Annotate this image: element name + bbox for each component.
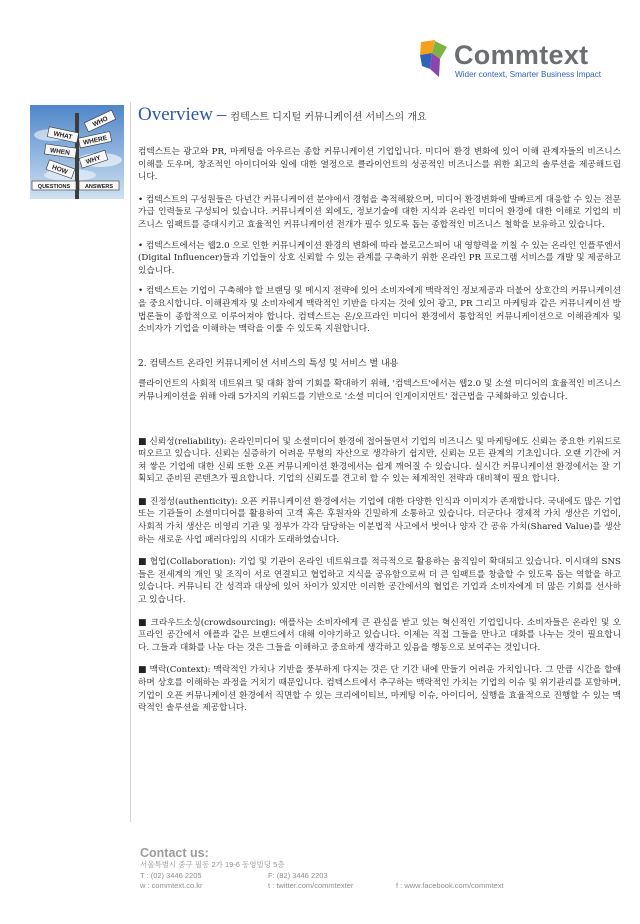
keyword-text: 크라우드소싱(crowdsourcing): 애플사는 소비자에게 큰 관심을 받고 있는 혁신적인 기업입니다. 소비자들은 온라인 및 오프라인 공간에서 애플과 같은 브랜드에서 대해 이야기하고 있습니다. 이제는 직접 그들을 만나고 대화를 나누는 것이 필요합니다. 그들과 대화를 나눈 다는 것은 그들을 이해하고 중요하게 생각하고 있음을 행동으로 보여주는 것입니다. — [138, 617, 621, 653]
contact-twitter-link[interactable]: t : twitter.com/commtexter — [268, 881, 354, 891]
square-bullet-icon: ■ — [138, 617, 148, 628]
contact-heading: Contact us: — [140, 846, 209, 860]
keyword-text: 맥락(Context): 맥락적인 가치나 기반을 풍부하게 다지는 것은 단 기간 내에 만들기 어려운 가치입니다. 그 만큼 시간을 할애하며 상호를 이해하는 과정을 거치기 때문입니다. 컴텍스트에서 추구하는 맥락적인 가치는 기업의 이슈 및 위기관리를 포함하며, 기업이 오픈 커뮤니케이션 환경에서 직면할 수 있는 크리에이티브, 마케팅 이슈, 아이디어, 실행을 효율적으로 진행할 수 있는 맥락적인 솔루션을 제공합니다. — [138, 665, 621, 714]
contact-footer — [140, 846, 620, 892]
keyword-text: 협업(Collaboration): 기업 및 기관이 온라인 네트워크를 적극적으로 활용하는 움직임이 확대되고 있습니다. 이시대의 SNS들은 전세계의 개인 및 조직이 서로 연결되고 협업하고 지식을 공유함으로써 더 큰 임팩트를 창출할 수 있도록 돕는 역할을 하고 있습니다. 커뮤니티 간 성격과 대상에 있어 차이가 있지만 이러한 공간에서의 협업은 기업과 소비자에게 더 많은 기회를 선사하고 있습니다. — [138, 557, 621, 606]
keyword-paragraph — [138, 496, 621, 546]
sign-label: QUESTIONS — [37, 183, 71, 190]
commtext-logo[interactable] — [418, 40, 618, 88]
square-bullet-icon: ■ — [138, 557, 147, 568]
keyword-paragraph — [138, 617, 621, 655]
section-2-heading: 2. 컴텍스트 온라인 커뮤니케이션 서비스의 특성 및 서비스 별 내용 — [138, 358, 399, 369]
commtext-logo-mark-icon — [418, 40, 448, 80]
contact-web-row — [140, 881, 620, 892]
overview-subtitle: 컴텍스트 디지털 커뮤니케이션 서비스의 개요 — [230, 112, 427, 123]
sign-label: WHY — [85, 154, 102, 166]
document-body — [138, 146, 621, 725]
contact-tel: T : (02) 3446 2205 — [140, 870, 202, 880]
sign-label: WHAT — [52, 130, 73, 142]
sign-label: ANSWERS — [84, 183, 114, 190]
brand-name: Commtext — [454, 40, 589, 70]
page-title — [138, 104, 427, 126]
bullet-paragraph: • 컴텍스트는 기업이 구축해야 할 브랜딩 및 메시지 전략에 있어 소비자에게 맥락적인 정보제공과 더불어 상호간의 커뮤니케이션을 중요시합니다. 이해관계자 및 소비자에게 맥락적인 기반을 다지는 것에 있어 광고, PR 그리고 마케팅과 같은 커뮤니케이션 방법론들이 종합적으로 이루어져야 합니다. 컴텍스트는 온/오프라인 미디어 환경에서 통합적인 커뮤니케이션으로 이해관계자 및 소비자가 기업을 이해하는 맥락을 이룰 수 있도록 지원합니다. — [138, 286, 621, 335]
section-2-paragraph: 클라이언트의 사회적 네트워크 및 대화 참여 기회를 확대하기 위해, '컴텍스트'에서는 웹2.0 및 소셜 미디어의 효율적인 비즈니스 커뮤니케이션을 위해 아래 5가지의 키워드를 기반으로 '소셜 미디어 인게이지먼트' 접근법을 구체화하고 있습니다. — [138, 379, 621, 402]
keyword-paragraph — [138, 556, 621, 606]
signpost-image — [30, 105, 124, 199]
sign-label: WHERE — [82, 134, 108, 147]
square-bullet-icon: ■ — [138, 665, 147, 676]
title-dash: – — [216, 104, 227, 125]
overview-heading: Overview — [138, 104, 213, 125]
sign-label: WHEN — [49, 147, 71, 157]
contact-address: 서울특별시 중구 필동 2가 19-6 동영빌딩 5층 — [140, 860, 285, 869]
square-bullet-icon: ■ — [138, 496, 147, 507]
spacer — [138, 414, 621, 436]
contact-fax: F: (82) 3446 2203 — [268, 870, 328, 880]
square-bullet-icon: ■ — [138, 436, 147, 447]
bullet-paragraph: • 컴텍스트에서는 웹2.0 으로 인한 커뮤니케이션 환경의 변화에 따라 블로고스피어 내 영향력을 끼칠 수 있는 온라인 인플루엔서(Digital Influencer)들과 기업들이 상호 신뢰할 수 있는 관계를 구축하기 위한 온라인 PR 프로그램 서비스를 개발 및 제공하고 있습니다. — [138, 240, 621, 276]
intro-paragraph: 컴텍스트는 광고와 PR, 마케팅을 아우르는 종합 커뮤니케이션 기업입니다. 미디어 환경 변화에 있어 이해 관계자들의 비즈니스 이해를 도우며, 창조적인 아이디어와 일에 대한 열정으로 클라이언트의 성공적인 비즈니스를 위한 최고의 솔루션을 제공해드립니다. — [138, 147, 621, 183]
contact-website-link[interactable]: w : commtext.co.kr — [140, 881, 203, 891]
brand-tagline: Wider context, Smarter Business Impact — [455, 70, 602, 79]
sign-label: WHO — [91, 115, 110, 129]
contact-facebook-link[interactable]: f : www.facebook.com/commtext — [396, 881, 504, 891]
keyword-text: 진정성(authenticity): 오픈 커뮤니케이션 환경에서는 기업에 대한 다양한 인식과 이미지가 존재합니다. 국내에도 많은 기업 또는 기관들이 소셜미디어를 활용하여 고객 혹은 후원자와 긴밀하게 소통하고 있습니다. 더군다나 경제적 가치 생산은 기업이, 사회적 가치 생산은 비영리 기관 및 정부가 각각 담당하는 이분법적 사고에서 벗어나 양자 간 공유 가치(Shared Value)를 생산하는 새로운 사업 패러다임의 시대가 도래하였습니다. — [138, 496, 621, 545]
keyword-paragraph — [138, 664, 621, 714]
vertical-divider — [130, 102, 131, 822]
keyword-paragraph — [138, 436, 621, 486]
sign-label: HOW — [50, 163, 69, 176]
keyword-text: 신뢰성(reliability): 온라인미디어 및 소셜미디어 환경에 접어들면서 기업의 비즈니스 및 마케팅에도 신뢰는 중요한 키워드로 떠오르고 있습니다. 신뢰는 실증하기 어려운 무형의 자산으로 생각하기 쉽지만, 신뢰는 모든 관계의 기초입니다. 오랜 기간에 거쳐 쌓은 기업에 대한 신뢰 또한 오픈 커뮤니케이션 환경에서는 쉽게 깨어질 수 있습니다. 실시간 커뮤니케이션 환경에서는 잘 기획되고 준비된 콘텐츠가 필요합니다. 기업의 신뢰도를 견고히 할 수 있는 체계적인 전략과 대비책이 필요 합니다. — [138, 436, 621, 485]
bullet-paragraph: • 컴텍스트의 구성원들은 다년간 커뮤니케이션 분야에서 경험을 축적해왔으며, 미디어 환경변화에 발빠르게 대응할 수 있는 전문가급 인력들로 구성되어 있습니다. 커뮤니케이션 외에도, 정보기술에 대한 지식과 온라인 미디어 환경에 대한 이해로 기업의 비즈니스 임팩트를 증대시키고 효율적인 커뮤니케이션 전개가 필수 있도록 돕는 종합적인 비즈니스 철학을 보유하고 있습니다. — [138, 194, 621, 230]
contact-phone-row — [140, 871, 620, 882]
